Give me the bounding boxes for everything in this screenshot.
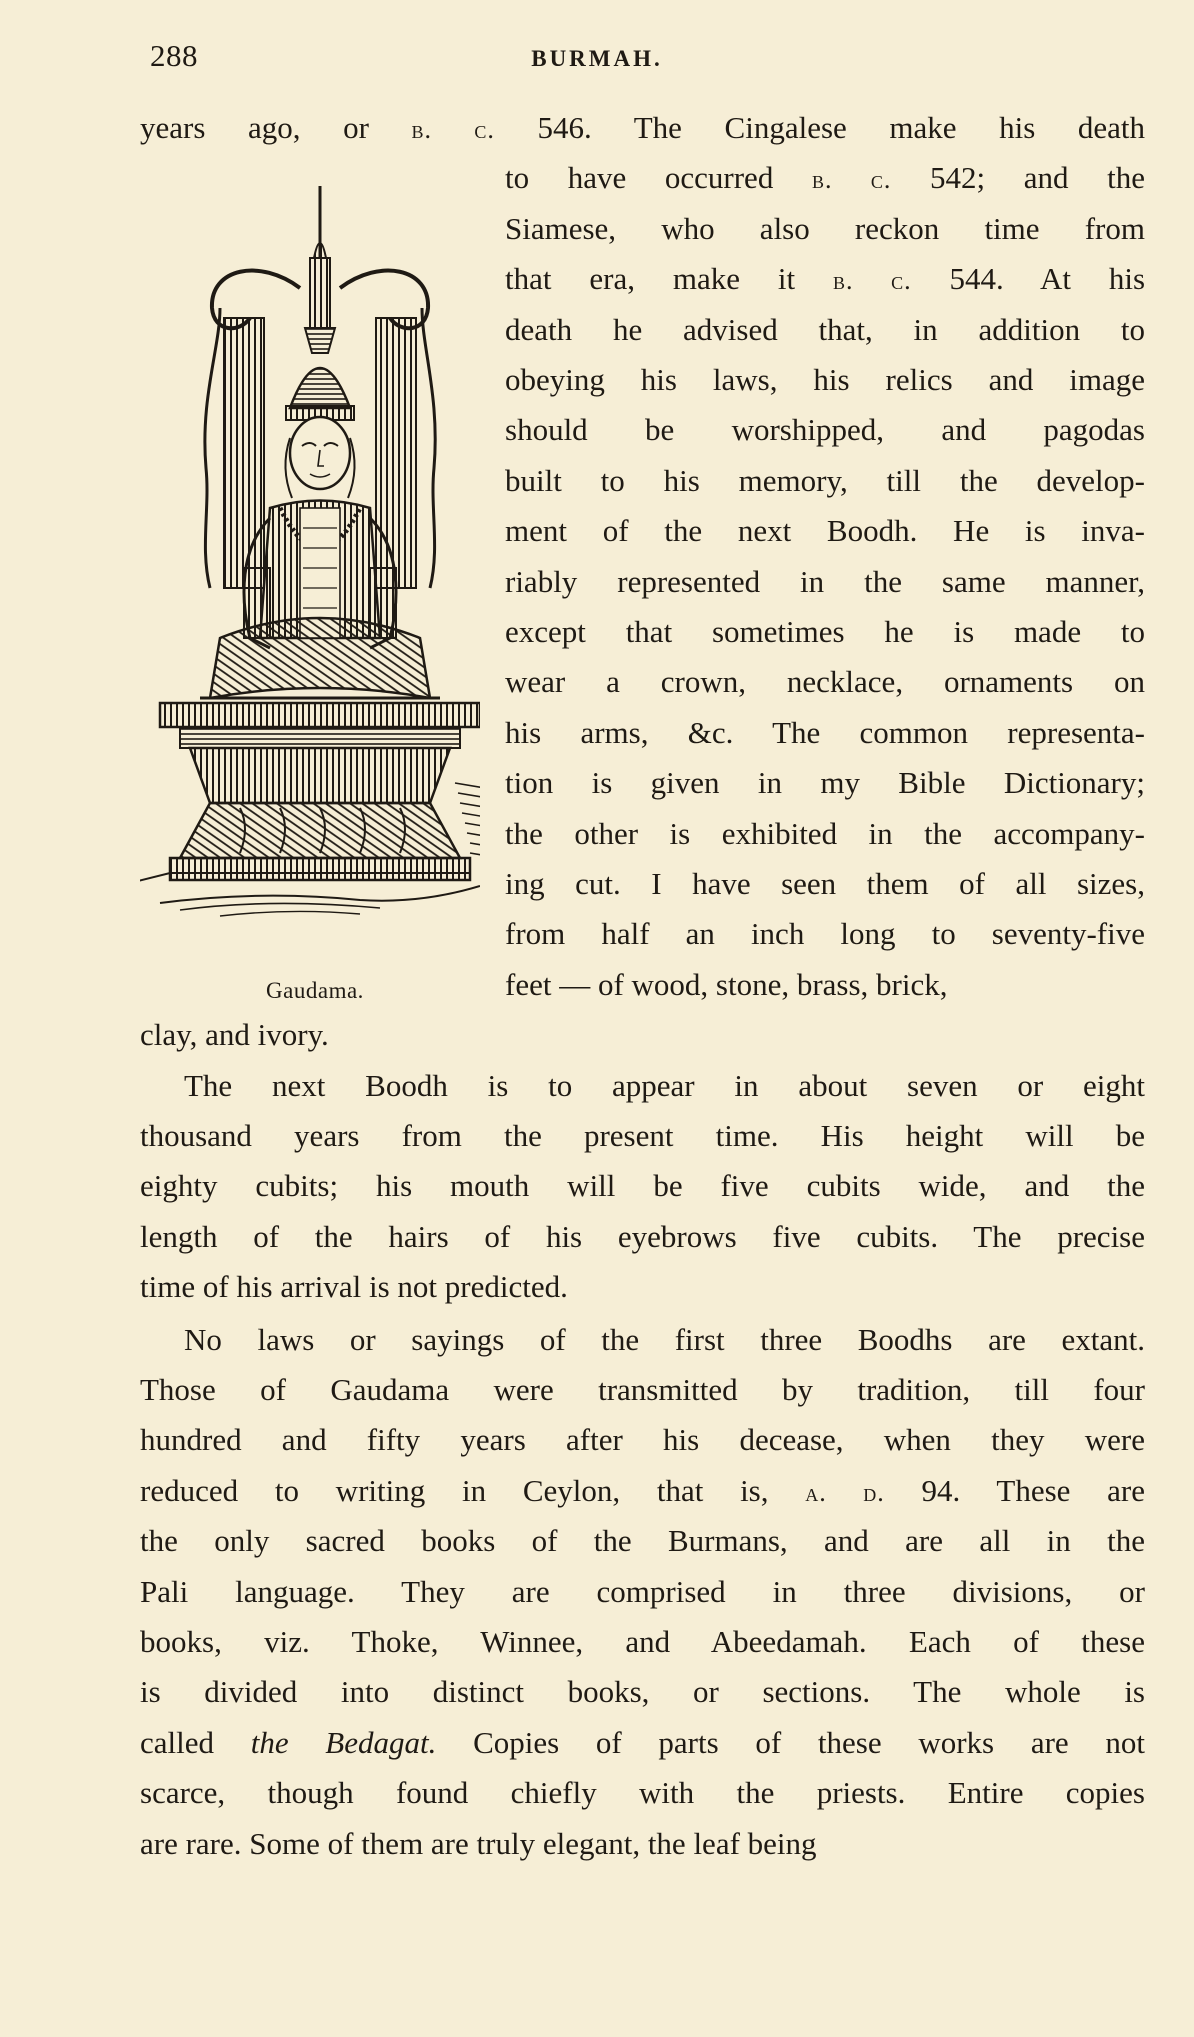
text-span-pre: clay, and ivory. bbox=[140, 1017, 329, 1053]
text-line bbox=[505, 708, 1145, 758]
text-span-pre: Those of Gaudama were transmitted by tradition, till four bbox=[140, 1372, 1145, 1407]
text-line bbox=[140, 1010, 1145, 1060]
text-line bbox=[140, 1161, 1145, 1211]
text-span-pre: called bbox=[140, 1724, 251, 1760]
text-span-pre: reduced to writing in Ceylon, that is, bbox=[140, 1472, 806, 1508]
text-span-pre: is divided into distinct books, or sections. The whole is bbox=[140, 1674, 1145, 1710]
gaudama-woodcut-illustration bbox=[140, 168, 480, 968]
text-line bbox=[140, 103, 1145, 153]
text-line bbox=[505, 607, 1145, 657]
text-line bbox=[140, 1365, 1145, 1415]
text-line bbox=[505, 456, 1145, 506]
text-span-pre: obeying his laws, his relics and image bbox=[505, 362, 1145, 397]
text-span-post: 542; and the bbox=[891, 160, 1145, 196]
text-line bbox=[140, 1667, 1145, 1717]
text-line bbox=[140, 1819, 1145, 1869]
text-span-post: 546. The Cingalese make his death bbox=[494, 110, 1145, 145]
text-span-pre: the only sacred books of the Burmans, and are all in the bbox=[140, 1523, 1145, 1559]
text-span-sc: b. c. bbox=[832, 266, 912, 296]
text-span-pre: wear a crown, necklace, ornaments on bbox=[505, 664, 1145, 700]
text-span-pre: time of his arrival is not predicted. bbox=[140, 1269, 568, 1305]
text-span-pre: built to his memory, till the develop- bbox=[505, 462, 1145, 498]
running-head: BURMAH. bbox=[531, 46, 663, 71]
text-line bbox=[140, 1768, 1145, 1818]
text-line bbox=[140, 1516, 1145, 1566]
text-line bbox=[505, 204, 1145, 254]
text-line bbox=[505, 657, 1145, 707]
text-span-pre: should be worshipped, and pagodas bbox=[505, 412, 1145, 448]
text-line bbox=[184, 1315, 1145, 1365]
text-line bbox=[505, 506, 1145, 556]
text-span-pre: eighty cubits; his mouth will be five cubits wide, and the bbox=[140, 1168, 1145, 1204]
page-number: 288 bbox=[150, 38, 198, 73]
text-span-pre: except that sometimes he is made to bbox=[505, 614, 1145, 649]
text-line bbox=[505, 254, 1145, 304]
text-line bbox=[140, 1718, 1145, 1768]
text-line bbox=[505, 405, 1145, 455]
text-span-pre: length of the hairs of his eyebrows five cubits. The precise bbox=[140, 1218, 1145, 1254]
text-span-pre: thousand years from the present time. His height will be bbox=[140, 1118, 1145, 1153]
text-line bbox=[140, 1212, 1145, 1262]
text-span-em: the Bedagat. bbox=[250, 1724, 437, 1760]
text-span-post: Copies of parts of these works are not bbox=[436, 1724, 1145, 1760]
text-line bbox=[505, 960, 1145, 1010]
text-span-pre: No laws or sayings of the first three Boodhs are extant. bbox=[184, 1321, 1145, 1357]
text-span-pre: feet — of wood, stone, brass, brick, bbox=[505, 966, 948, 1002]
text-line bbox=[140, 1262, 1145, 1312]
text-span-pre: The next Boodh is to appear in about seven or eight bbox=[184, 1067, 1145, 1103]
text-line bbox=[505, 355, 1145, 405]
text-line bbox=[505, 305, 1145, 355]
text-span-pre: Pali language. They are comprised in three divisions, or bbox=[140, 1573, 1145, 1609]
text-line bbox=[140, 1466, 1145, 1516]
figure-caption: Gaudama. bbox=[266, 978, 364, 1003]
text-span-pre: years ago, or bbox=[140, 110, 412, 145]
text-span-pre: ment of the next Boodh. He is inva- bbox=[505, 513, 1145, 549]
text-span-pre: hundred and fifty years after his decease, when they were bbox=[140, 1422, 1145, 1458]
text-span-sc: b. c. bbox=[411, 115, 495, 144]
text-span-pre: riably represented in the same manner, bbox=[505, 563, 1145, 599]
text-span-pre: death he advised that, in addition to bbox=[505, 311, 1145, 347]
text-span-post: 544. At his bbox=[911, 261, 1146, 297]
text-line bbox=[140, 1567, 1145, 1617]
text-line bbox=[140, 1617, 1145, 1667]
text-line bbox=[505, 909, 1145, 959]
text-span-pre: to have occurred bbox=[505, 160, 812, 196]
text-line bbox=[140, 1415, 1145, 1465]
text-line bbox=[505, 557, 1145, 607]
text-span-pre: ing cut. I have seen them of all sizes, bbox=[505, 866, 1145, 901]
text-line bbox=[140, 1111, 1145, 1161]
text-span-pre: that era, make it bbox=[505, 261, 833, 297]
text-span-pre: tion is given in my Bible Dictionary; bbox=[505, 765, 1145, 801]
text-span-sc: a. d. bbox=[805, 1477, 885, 1507]
text-line bbox=[505, 859, 1145, 909]
text-span-pre: Siamese, who also reckon time from bbox=[505, 210, 1145, 246]
text-span-sc: b. c. bbox=[811, 165, 892, 195]
text-span-pre: books, viz. Thoke, Winnee, and Abeedamah. Each of these bbox=[140, 1624, 1145, 1659]
text-span-post: 94. These are bbox=[884, 1472, 1145, 1508]
text-line bbox=[184, 1061, 1145, 1111]
text-span-pre: from half an inch long to seventy-five bbox=[505, 916, 1145, 952]
text-span-pre: the other is exhibited in the accompany- bbox=[505, 815, 1145, 851]
text-line bbox=[505, 758, 1145, 808]
text-line bbox=[505, 153, 1145, 203]
text-line bbox=[505, 809, 1145, 859]
text-span-pre: his arms, &c. The common representa- bbox=[505, 714, 1145, 750]
text-span-pre: scarce, though found chiefly with the priests. Entire copies bbox=[140, 1775, 1145, 1811]
text-span-pre: are rare. Some of them are truly elegant, the leaf being bbox=[140, 1825, 817, 1861]
